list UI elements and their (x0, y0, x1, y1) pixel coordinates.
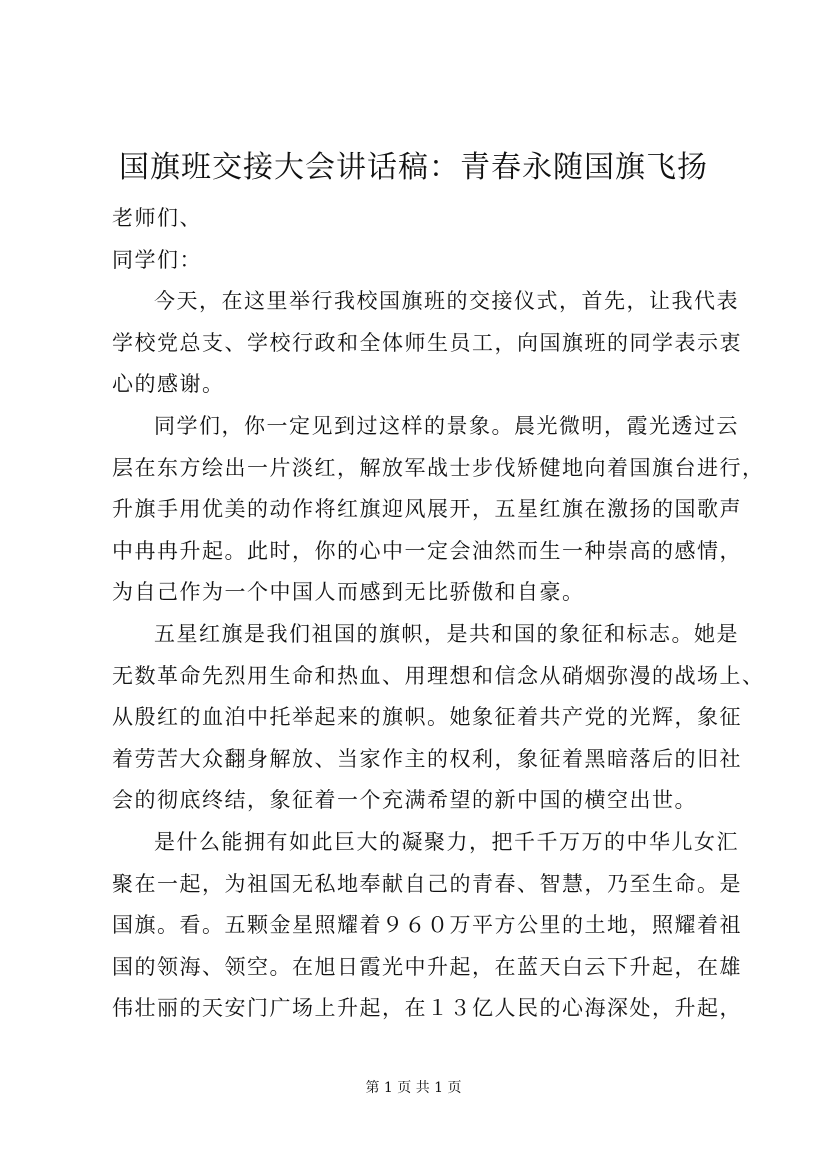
document-body (112, 198, 765, 1030)
paragraph-line: 同学们，你一定见到过这样的景象。晨光微明，霞光透过云 (154, 413, 739, 438)
salutation-line: 同学们： (112, 247, 202, 272)
paragraph-line: 五星红旗是我们祖国的旗帜，是共和国的象征和标志。她是 (154, 621, 739, 646)
paragraph-line: 今天，在这里举行我校国旗班的交接仪式，首先，让我代表 (154, 289, 739, 314)
paragraph-line: 中冉冉升起。此时，你的心中一定会油然而生一种崇高的感情， (112, 538, 742, 563)
paragraph-line: 升旗手用优美的动作将红旗迎风展开，五星红旗在激扬的国歌声 (112, 497, 742, 522)
paragraph-line: 伟壮丽的天安门广场上升起，在１３亿人民的心海深处，升起， (112, 996, 742, 1021)
paragraph-line: 为自己作为一个中国人而感到无比骄傲和自豪。 (112, 580, 585, 605)
paragraph-line: 无数革命先烈用生命和热血、用理想和信念从硝烟弥漫的战场上、 (112, 663, 765, 688)
paragraph-line: 国旗。看。五颗金星照耀着９６０万平方公里的土地，照耀着祖 (112, 913, 742, 938)
salutation-line: 老师们、 (112, 206, 202, 230)
paragraph-line: 着劳苦大众翻身解放、当家作主的权利，象征着黑暗落后的旧社 (112, 746, 742, 771)
paragraph-line: 国的领海、领空。在旭日霞光中升起，在蓝天白云下升起，在雄 (112, 954, 742, 979)
paragraph-line: 心的感谢。 (112, 372, 225, 397)
paragraph-line: 聚在一起，为祖国无私地奉献自己的青春、智慧，乃至生命。是 (112, 871, 742, 896)
paragraph-line: 层在东方绘出一片淡红，解放军战士步伐矫健地向着国旗台进行， (112, 455, 765, 480)
paragraph-line: 会的彻底终结，象征着一个充满希望的新中国的横空出世。 (112, 788, 697, 813)
paragraph-line: 从殷红的血泊中托举起来的旗帜。她象征着共产党的光辉，象征 (112, 705, 742, 730)
document-title: 国旗班交接大会讲话稿：青春永随国旗飞扬 (119, 150, 708, 185)
page-footer: 第 1 页 共 1 页 (365, 1080, 462, 1096)
paragraph-line: 学校党总支、学校行政和全体师生员工，向国旗班的同学表示衷 (112, 330, 742, 355)
paragraph-line: 是什么能拥有如此巨大的凝聚力，把千千万万的中华儿女汇 (154, 829, 739, 854)
